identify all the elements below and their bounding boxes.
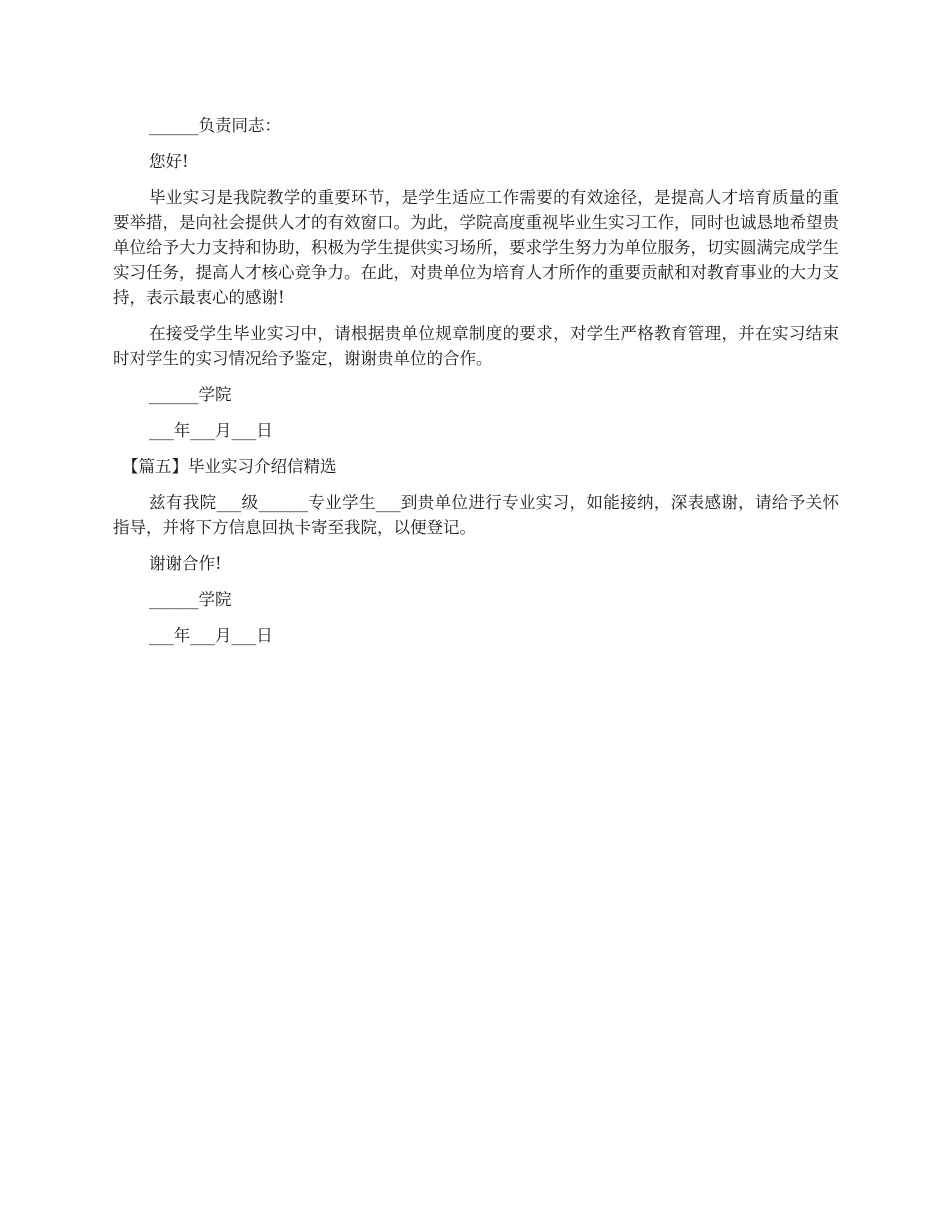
signature-date: ___年___月___日 [149,421,273,440]
letter5-thanks: 谢谢合作! [149,554,222,573]
letter5-body: 兹有我院___级______专业学生___到贵单位进行专业实习，如能接纳，深表感谢，请给予关怀指导，并将下方信息回执卡寄至我院，以便登记。 [113,493,839,537]
letter5-signature-date: ___年___月___日 [149,626,273,645]
body-paragraph-1-line-1: 毕业实习是我院教学的重要环节，是学生适应工作需要的有效途径，是提高人才培育 [149,188,772,207]
document-content [113,113,839,659]
section-heading: 【篇五】毕业实习介绍信精选 [122,457,337,476]
body-paragraph-1 [113,185,839,310]
salutation: ______负责同志： [149,116,281,135]
signature-college: ______学院 [149,385,232,404]
body-paragraph-2: 在接受学生毕业实习中，请根据贵单位规章制度的要求，对学生严格教育管理，并在实习结束时对学生的实习情况给予鉴定，谢谢贵单位的合作。 [113,324,839,368]
greeting: 您好! [149,152,189,171]
letter5-signature-college: ______学院 [149,590,232,609]
body-paragraph-1-rest: 质量的重要举措，是向社会提供人才的有效窗口。为此，学院高度重视毕业生实习工作，同时也诚恳地希望贵单位给予大力支持和协助，积极为学生提供实习场所，要求学生努力为单位服务，切实圆满完成学生实习任务，提高人才核心竞争力。在此，对贵单位为培育人才所作的重要贡献和对教育事业的大力支持，表示最衷心的感谢! [113,188,840,307]
